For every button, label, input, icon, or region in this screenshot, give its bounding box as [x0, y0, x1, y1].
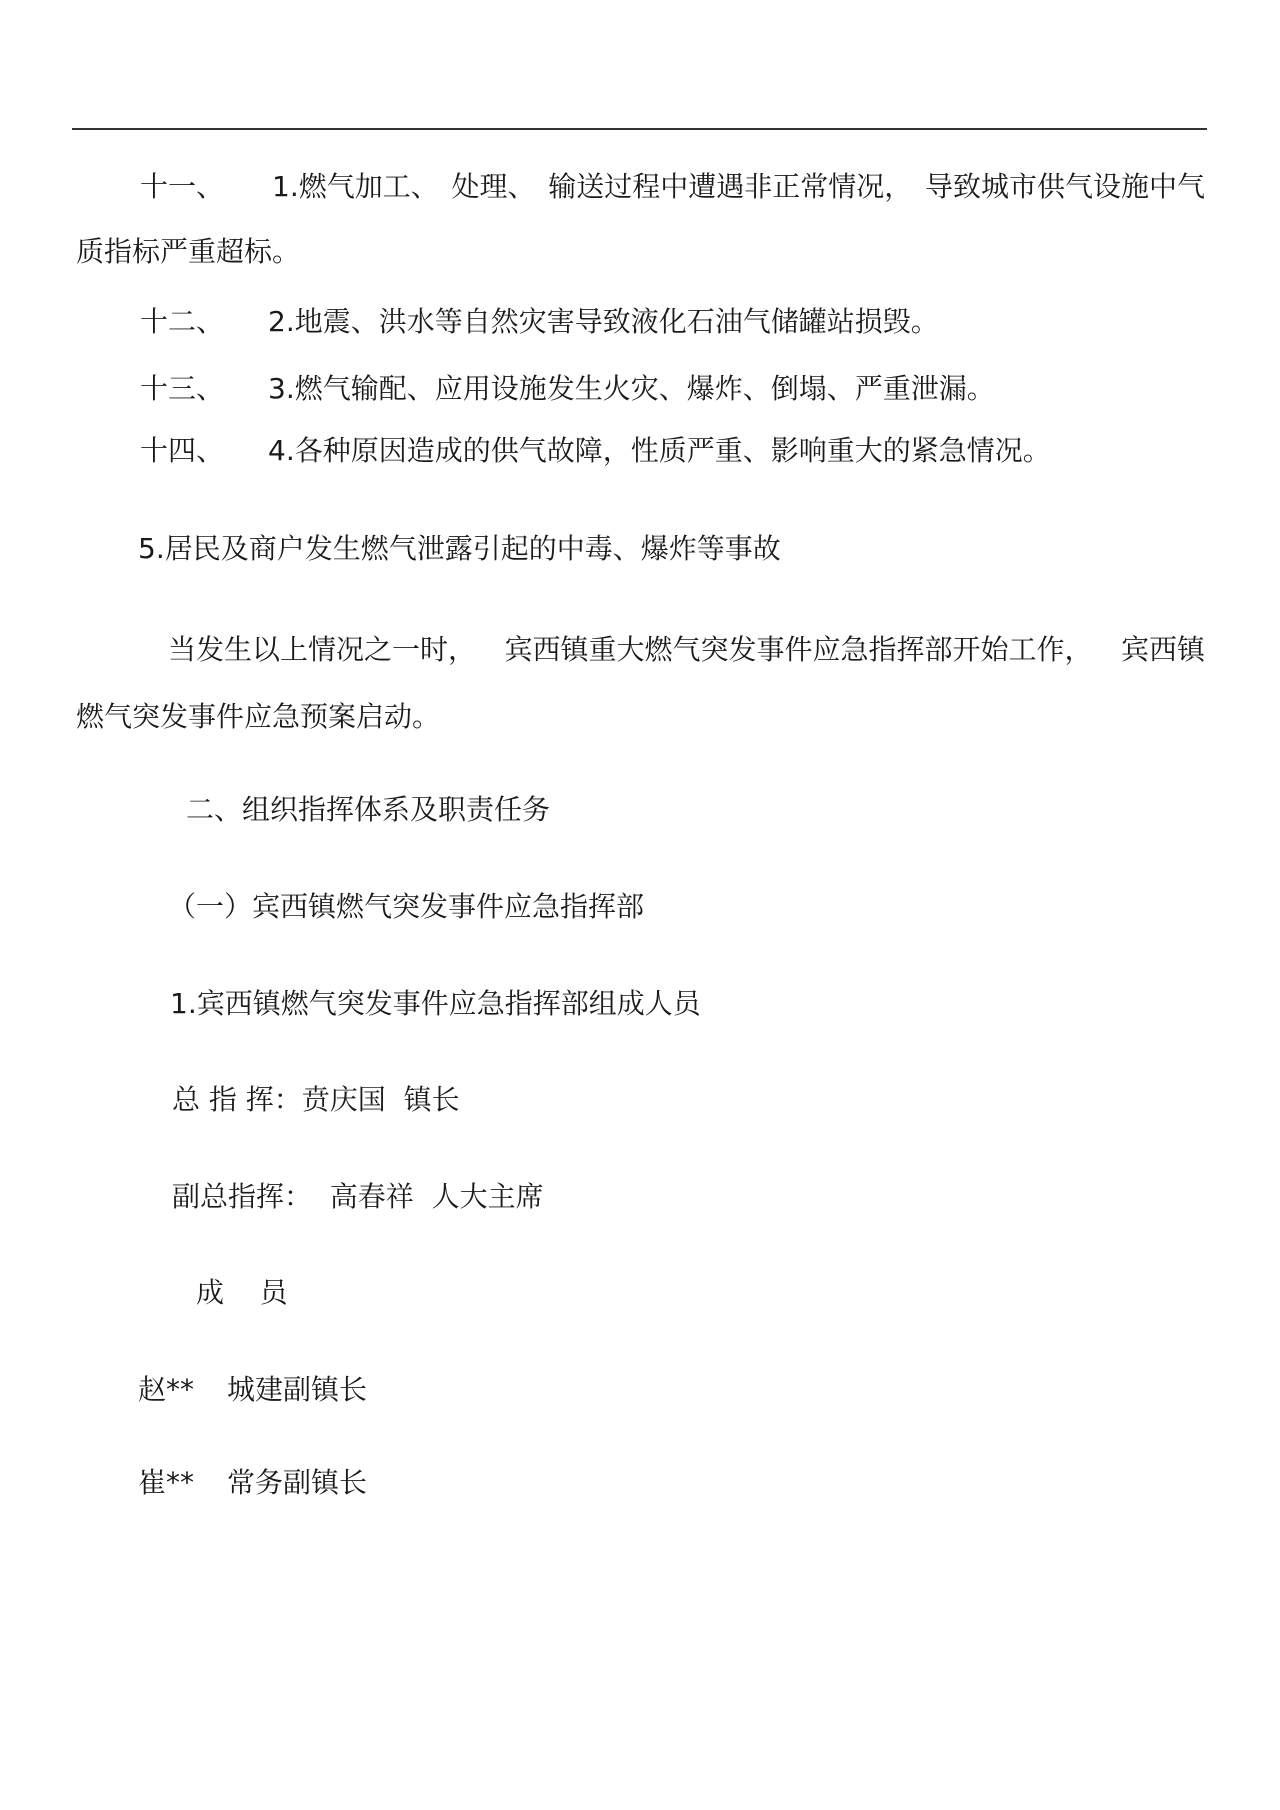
- commander-line: 总 指 挥：贲庆国 镇长: [172, 1083, 460, 1116]
- members-heading: 1.宾西镇燃气突发事件应急指挥部组成人员: [170, 987, 701, 1020]
- item-12-text: 2.地震、洪水等自然灾害导致液化石油气储罐站损毁。: [268, 305, 939, 338]
- header-rule: [72, 128, 1207, 130]
- subsection-heading: （一）宾西镇燃气突发事件应急指挥部: [168, 890, 645, 923]
- deputy-commander-line: 副总指挥： 高春祥 人大主席: [172, 1180, 544, 1213]
- item-11-line-2: 质指标严重超标。: [76, 235, 301, 268]
- item-11-part-4: 导致城市供气设施中气: [924, 170, 1205, 203]
- member-name: 崔**: [138, 1466, 195, 1499]
- item-marker-12: 十二、: [140, 305, 225, 338]
- item-11-line-1: [272, 170, 1205, 204]
- member-title: 常务副镇长: [227, 1466, 368, 1499]
- item-marker-14: 十四、: [140, 434, 225, 467]
- member-name: 赵**: [138, 1373, 195, 1406]
- trigger-line-2: 燃气突发事件应急预案启动。: [76, 700, 441, 733]
- item-11-part-1: 1.燃气加工、: [272, 170, 439, 203]
- trigger-line-1: [168, 633, 1205, 667]
- section-heading: 二、组织指挥体系及职责任务: [186, 793, 551, 826]
- members-label: 成 员: [196, 1276, 288, 1309]
- trigger-part-2: 宾西镇重大燃气突发事件应急指挥部开始工作，: [504, 633, 1093, 666]
- item-marker-13: 十三、: [140, 372, 225, 405]
- trigger-part-1: 当发生以上情况之一时，: [168, 633, 477, 666]
- item-11-part-2: 处理、: [451, 170, 536, 203]
- item-13-text: 3.燃气输配、应用设施发生火灾、爆炸、倒塌、严重泄漏。: [268, 372, 995, 405]
- item-11-part-3: 输送过程中遭遇非正常情况，: [548, 170, 913, 203]
- item-marker-11: 十一、: [140, 170, 225, 203]
- item-14-text: 4.各种原因造成的供气故障，性质严重、影响重大的紧急情况。: [268, 434, 1051, 467]
- trigger-part-3: 宾西镇: [1120, 633, 1205, 666]
- member-title: 城建副镇长: [227, 1373, 368, 1406]
- item-5-text: 5.居民及商户发生燃气泄露引起的中毒、爆炸等事故: [138, 532, 781, 565]
